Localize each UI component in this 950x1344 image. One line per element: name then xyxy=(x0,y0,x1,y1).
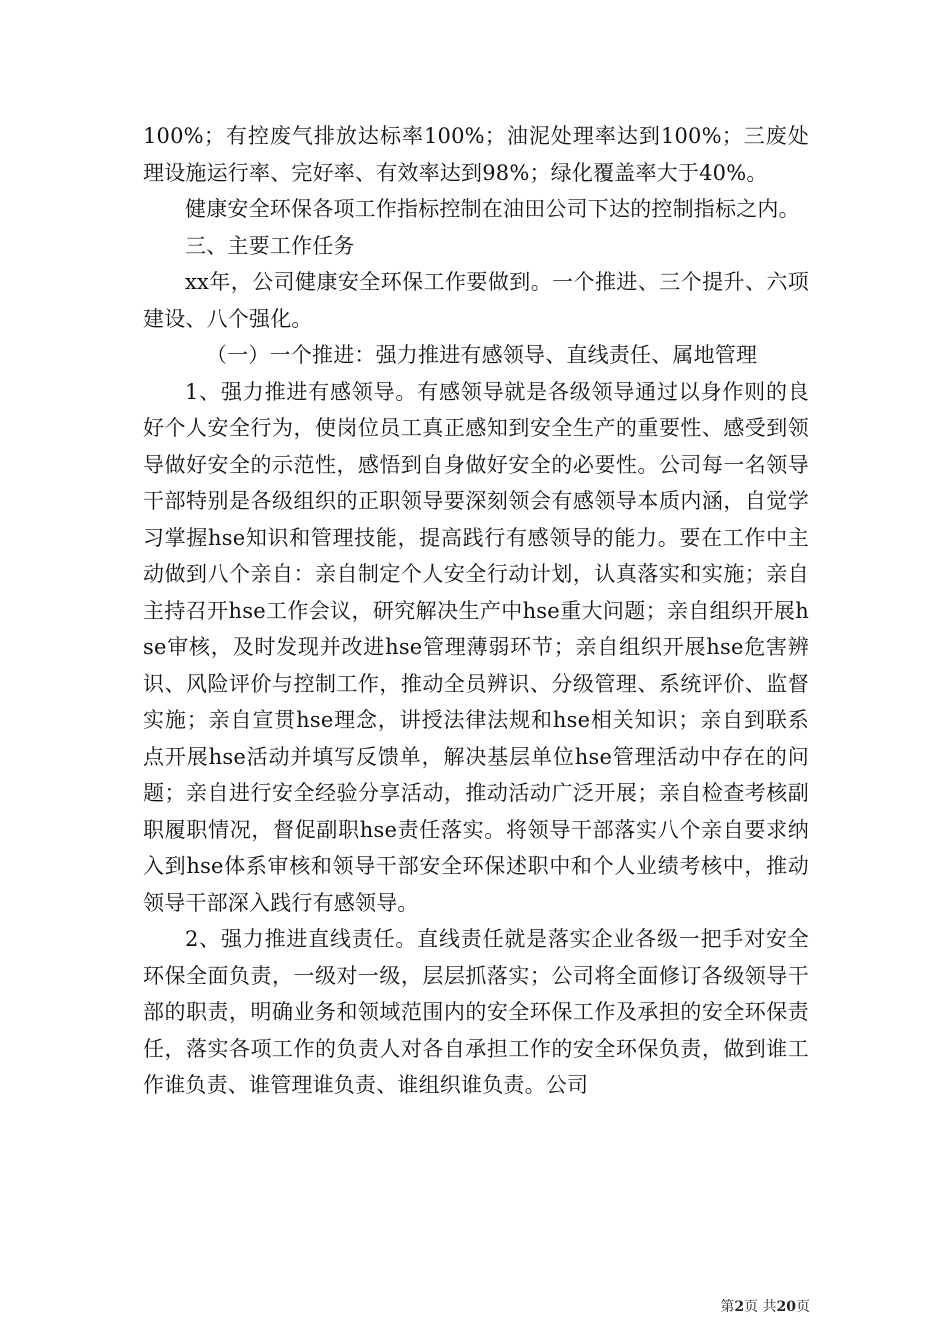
footer-middle: 页 共 xyxy=(744,1299,777,1315)
document-body xyxy=(143,118,809,1104)
page-footer xyxy=(660,1296,810,1316)
footer-total-pages: 20 xyxy=(776,1299,796,1315)
paragraph-control-indicators: 健康安全环保各项工作指标控制在油田公司下达的控制指标之内。 xyxy=(185,197,800,221)
paragraph-line-responsibility: 2、强力推进直线责任。直线责任就是落实企业各级一把手对安全环保全面负责，一级对一级，层层抓落实；公司将全面修订各级领导干部的职责，明确业务和领域范围内的安全环保工作及承担的安全环保责任，落实各项工作的负责人对各自承担工作的安全环保负责，做到谁工作谁负责、谁管理谁负责、谁组织谁负责。公司 xyxy=(143,927,809,1097)
paragraph-year-goals: xx年，公司健康安全环保工作要做到。一个推进、三个提升、六项建设、八个强化。 xyxy=(143,270,809,331)
footer-prefix: 第 xyxy=(720,1299,735,1315)
paragraph-felt-leadership: 1、强力推进有感领导。有感领导就是各级领导通过以身作则的良好个人安全行为，使岗位员工真正感知到安全生产的重要性、感受到领导做好安全的示范性，感悟到自身做好安全的必要性。公司每一名领导干部特别是各级组织的正职领导要深刻领会有感领导本质内涵，自觉学习掌握hse知识和管理技能，提高践行有感领导的能力。要在工作中主动做到八个亲自：亲自制定个人安全行动计划，认真落实和实施；亲自主持召开hse工作会议，研究解决生产中hse重大问题；亲自组织开展hse审核，及时发现并改进hse管理薄弱环节；亲自组织开展hse危害辨识、风险评价与控制工作，推动全员辨识、分级管理、系统评价、监督实施；亲自宣贯hse理念，讲授法律法规和hse相关知识；亲自到联系点开展hse活动并填写反馈单，解决基层单位hse管理活动中存在的问题；亲自进行安全经验分享活动，推动活动广泛开展；亲自检查考核副职履职情况，督促副职hse责任落实。将领导干部落实八个亲自要求纳入到hse体系审核和领导干部安全环保述职中和个人业绩考核中，推动领导干部深入践行有感领导。 xyxy=(143,379,809,915)
paragraph-targets: 100%；有控废气排放达标率100%；油泥处理率达到100%；三废处理设施运行率、完好率、有效率达到98%；绿化覆盖率大于40%。 xyxy=(143,124,809,185)
section-heading-main-tasks: 三、主要工作任务 xyxy=(185,233,355,258)
footer-suffix: 页 xyxy=(796,1299,810,1315)
footer-page-number: 2 xyxy=(734,1299,745,1315)
subsection-heading-one-push: （一）一个推进：强力推进有感领导、直线责任、属地管理 xyxy=(206,343,758,367)
